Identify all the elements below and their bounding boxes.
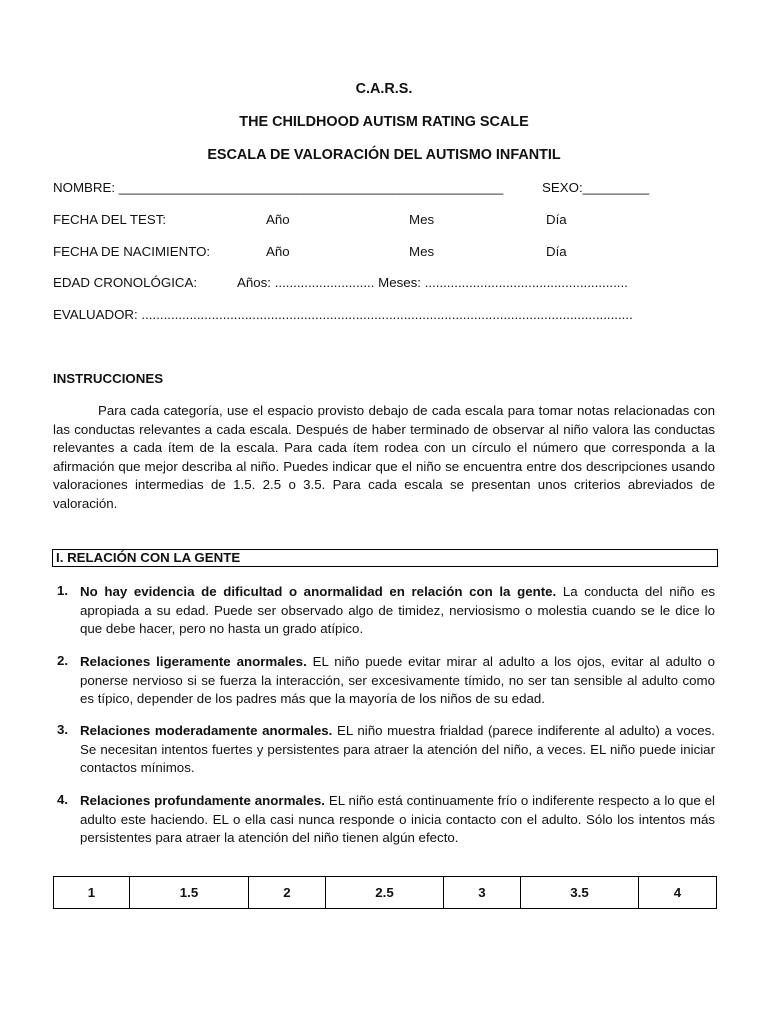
list-item [53,792,715,848]
field-evaluador: EVALUADOR: ..................................................................................................................................... [53,307,633,322]
list-item [53,722,715,778]
list-item [53,583,715,639]
field-fecha-nac-dia: Día [546,244,567,259]
doc-title-english: THE CHILDHOOD AUTISM RATING SCALE [239,114,529,130]
item-heading: Relaciones moderadamente anormales. [80,723,333,738]
item-description: La conducta del niño es apropiada a su edad. Puede ser observado algo de timidez, nerviosismo o molestia cuando se le dice lo que debe hacer, pero no hasta un grado atípico. [80,584,716,637]
instructions-text: Para cada categoría, use el espacio provisto debajo de cada escala para tomar notas relacionadas con las conductas relevantes a cada escala. Después de haber terminado de observar al niño valora las conductas relevantes a cada ítem de la escala. Para cada ítem rodea con un círculo el número que corresponda a la afirmación que mejor describa al niño. Puedes indicar que el niño se encuentra entre dos descripciones usando valoraciones intermedias de 1.5. 2.5 o 3.5. Para cada escala se presentan unos criterios abreviados de valoración. [53,403,715,511]
field-fecha-test-label: FECHA DEL TEST: [53,212,167,227]
section-title: I. RELACIÓN CON LA GENTE [52,549,718,567]
doc-title-acronym: C.A.R.S. [355,81,413,97]
item-heading: Relaciones profundamente anormales. [80,793,325,808]
field-edad-values: Años: ........................... Meses: ....................................................... [237,275,628,290]
field-sexo: SEXO:_________ [542,180,650,195]
rating-scale-row [54,877,717,909]
field-fecha-test-mes: Mes [409,212,435,227]
item-description: EL niño muestra frialdad (parece indiferente al adulto) a voces. Se necesitan intentos fuertes y persistentes para atraer la atención del niño, a veces. EL niño puede iniciar contactos mínimos. [80,723,715,776]
doc-title-spanish: ESCALA DE VALORACIÓN DEL AUTISMO INFANTIL [207,147,561,163]
item-number: 1. [57,583,69,598]
item-description: EL niño puede evitar mirar al adulto a los ojos, evitar al adulto o ponerse nervioso si se fuerza la interacción, ser excesivamente tímido, no ser tan sensible al adulto como es típico, depender de los padres más que la mayoría de los niños de su edad. [80,654,715,707]
field-fecha-test-dia: Día [546,212,567,227]
rating-option-2-5[interactable]: 2.5 [326,877,444,909]
field-edad-label: EDAD CRONOLÓGICA: [53,275,198,290]
rating-option-3-5[interactable]: 3.5 [521,877,639,909]
rating-option-3[interactable]: 3 [444,877,521,909]
item-description: EL niño está continuamente frío o indiferente respecto a lo que el adulto este haciendo. EL o ella casi nunca responde o inicia contacto con el adulto. Sólo los intentos más persistentes para atraer la atención del niño tienen algún efecto. [80,793,715,846]
item-body [80,583,715,639]
instructions-heading: INSTRUCCIONES [53,371,164,386]
rating-option-4[interactable]: 4 [639,877,717,909]
field-fecha-nac-anio: Año [266,244,290,259]
item-body [80,722,715,778]
field-fecha-nac-mes: Mes [409,244,435,259]
field-fecha-nac-label: FECHA DE NACIMIENTO: [53,244,211,259]
item-number: 3. [57,722,69,737]
rating-scale-table [53,876,717,909]
rating-option-2[interactable]: 2 [249,877,326,909]
item-heading: No hay evidencia de dificultad o anormalidad en relación con la gente. [80,584,557,599]
field-nombre: NOMBRE: ____________________________________________________ [53,180,504,195]
field-fecha-test-anio: Año [266,212,290,227]
rating-option-1-5[interactable]: 1.5 [130,877,249,909]
rating-option-1[interactable]: 1 [54,877,130,909]
item-heading: Relaciones ligeramente anormales. [80,654,307,669]
item-body [80,792,715,848]
item-number: 2. [57,653,69,668]
item-body [80,653,715,709]
item-number: 4. [57,792,69,807]
list-item [53,653,715,709]
